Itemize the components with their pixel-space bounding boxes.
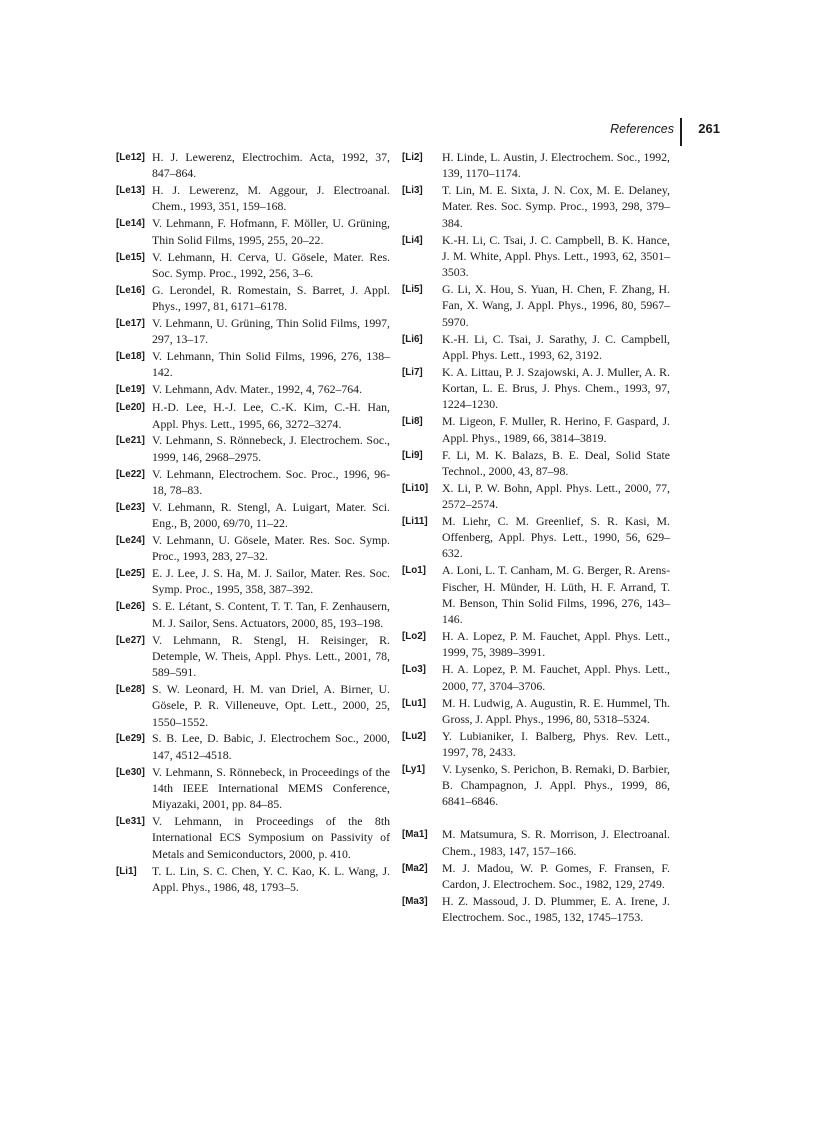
reference-text: K.-H. Li, C. Tsai, J. C. Campbell, B. K. Hance, J. M. White, Appl. Phys. Lett., 1993, 62, 3501–3503. xyxy=(442,232,670,280)
reference-text: V. Lehmann, Adv. Mater., 1992, 4, 762–764. xyxy=(152,382,363,397)
header-rule xyxy=(680,118,682,146)
reference-entry xyxy=(402,893,670,926)
reference-key: [Ma3] xyxy=(402,895,428,907)
reference-key: [Le21] xyxy=(116,435,145,447)
reference-key: [Le22] xyxy=(116,468,145,480)
reference-key: [Li5] xyxy=(402,284,423,296)
reference-entry xyxy=(402,860,670,893)
reference-text: T. L. Lin, S. C. Chen, Y. C. Kao, K. L. Wang, J. Appl. Phys., 1986, 48, 1793–5. xyxy=(152,863,390,894)
reference-entry xyxy=(116,764,390,813)
reference-text: M. J. Madou, W. P. Gomes, F. Fransen, F. Cardon, J. Electrochem. Soc., 1982, 129, 2749. xyxy=(442,860,670,891)
reference-key: [Lo1] xyxy=(402,565,426,577)
reference-text: V. Lysenko, S. Perichon, B. Remaki, D. Barbier, B. Champagnon, J. Appl. Phys., 1999, 86, 6841–6846. xyxy=(442,761,670,809)
reference-text: V. Lehmann, Electrochem. Soc. Proc., 1996, 96-18, 78–83. xyxy=(152,466,390,497)
reference-entry xyxy=(116,249,390,282)
reference-text: V. Lehmann, U. Grüning, Thin Solid Films, 1997, 297, 13–17. xyxy=(152,315,390,347)
reference-key: [Le23] xyxy=(116,501,145,513)
reference-key: [Le13] xyxy=(116,185,145,197)
reference-entry xyxy=(402,331,670,364)
reference-key: [Li7] xyxy=(402,366,423,378)
reference-entry xyxy=(402,149,670,182)
reference-key: [Le28] xyxy=(116,684,145,695)
reference-entry xyxy=(116,466,390,499)
reference-entry xyxy=(402,480,670,513)
reference-key: [Le17] xyxy=(116,317,145,329)
reference-text: V. Lehmann, U. Gösele, Mater. Res. Soc. Symp. Proc., 1993, 283, 27–32. xyxy=(152,532,390,564)
reference-text: V. Lehmann, Thin Solid Films, 1996, 276, 138–142. xyxy=(152,349,390,380)
reference-text: V. Lehmann, S. Rönnebeck, J. Electrochem. Soc., 1999, 146, 2968–2975. xyxy=(152,433,390,464)
reference-key: [Le15] xyxy=(116,251,145,263)
reference-entry xyxy=(402,447,670,480)
reference-entry xyxy=(116,399,390,432)
reference-entry xyxy=(402,364,670,413)
reference-entry xyxy=(402,413,670,446)
reference-text: M. Matsumura, S. R. Morrison, J. Electroanal. Chem., 1983, 147, 157–166. xyxy=(442,827,670,858)
page-header xyxy=(560,118,720,148)
reference-text: T. Lin, M. E. Sixta, J. N. Cox, M. E. Delaney, Mater. Res. Soc. Symp. Proc., 1993, 298, 379–384. xyxy=(442,183,670,230)
reference-entry xyxy=(116,681,390,730)
reference-key: [Le14] xyxy=(116,218,145,230)
reference-entry xyxy=(116,863,390,896)
reference-key: [Le29] xyxy=(116,733,145,745)
reference-key: [Lo2] xyxy=(402,631,426,643)
reference-text: H. A. Lopez, P. M. Fauchet, Appl. Phys. Lett., 2000, 77, 3704–3706. xyxy=(442,662,670,693)
reference-text: E. J. Lee, J. S. Ha, M. J. Sailor, Mater. Res. Soc. Symp. Proc., 1995, 358, 387–392. xyxy=(152,566,390,597)
reference-text: A. Loni, L. T. Canham, M. G. Berger, R. Arens-Fischer, H. Münder, H. Lüth, H. F. Arrand, T. M. Benson, Thin Solid Films, 1996, 276, 143–146. xyxy=(442,563,670,627)
reference-text: S. E. Létant, S. Content, T. T. Tan, F. Zenhausern, M. J. Sailor, Sens. Actuators, 2000, 85, 193–198. xyxy=(152,599,390,630)
reference-key: [Le20] xyxy=(116,402,145,414)
reference-text: V. Lehmann, R. Stengl, A. Luigart, Mater. Sci. Eng., B, 2000, 69/70, 11–22. xyxy=(152,499,390,531)
reference-key: [Le31] xyxy=(116,816,145,828)
reference-entry xyxy=(116,381,390,398)
reference-text: G. Li, X. Hou, S. Yuan, H. Chen, F. Zhang, H. Fan, X. Wang, J. Appl. Phys., 1996, 80, 5967–5970. xyxy=(442,282,670,329)
reference-key: [Ly1] xyxy=(402,763,426,775)
reference-text: V. Lehmann, R. Stengl, H. Reisinger, R. Detemple, W. Theis, Appl. Phys. Lett., 2001, 78, 589–591. xyxy=(152,632,390,680)
reference-entry xyxy=(402,562,670,627)
reference-entry xyxy=(402,761,670,810)
reference-entry xyxy=(116,598,390,631)
reference-entry xyxy=(402,232,670,281)
reference-entry xyxy=(116,499,390,532)
reference-entry xyxy=(116,632,390,681)
reference-entry xyxy=(116,565,390,598)
reference-text: V. Lehmann, F. Hofmann, F. Möller, U. Grüning, Thin Solid Films, 1995, 255, 20–22. xyxy=(152,216,390,247)
section-gap xyxy=(402,810,670,826)
reference-entry xyxy=(402,628,670,661)
reference-entry xyxy=(116,813,390,862)
reference-key: [Le19] xyxy=(116,384,145,396)
reference-key: [Le18] xyxy=(116,351,145,363)
reference-entry xyxy=(116,182,390,215)
reference-entry xyxy=(402,182,670,231)
reference-text: Y. Lubianiker, I. Balberg, Phys. Rev. Lett., 1997, 78, 2433. xyxy=(442,728,670,759)
reference-key: [Le26] xyxy=(116,601,145,613)
reference-text: G. Lerondel, R. Romestain, S. Barret, J. Appl. Phys., 1997, 81, 6171–6178. xyxy=(152,282,390,314)
reference-entry xyxy=(402,281,670,330)
reference-text: S. B. Lee, D. Babic, J. Electrochem Soc., 2000, 147, 4512–4518. xyxy=(152,731,390,762)
reference-entry xyxy=(116,149,390,182)
reference-key: [Li11] xyxy=(402,515,428,527)
reference-key: [Lo3] xyxy=(402,664,426,676)
reference-entry xyxy=(402,728,670,761)
reference-text: S. W. Leonard, H. M. van Driel, A. Birner, U. Gösele, P. R. Villeneuve, Opt. Lett., 2000, 25, 1550–1552. xyxy=(152,682,390,729)
reference-key: [Le24] xyxy=(116,534,145,546)
reference-entry xyxy=(116,730,390,763)
reference-key: [Li3] xyxy=(402,185,423,197)
reference-key: [Li10] xyxy=(402,482,429,494)
reference-key: [Lu2] xyxy=(402,730,426,742)
reference-text: M. Liehr, C. M. Greenlief, S. R. Kasi, M. Offenberg, Appl. Phys. Lett., 1990, 56, 629–632. xyxy=(442,513,670,561)
reference-key: [Li2] xyxy=(402,152,423,163)
reference-text: H.-D. Lee, H.-J. Lee, C.-K. Kim, C.-H. Han, Appl. Phys. Lett., 1995, 66, 3272–3274. xyxy=(152,400,390,431)
reference-text: X. Li, P. W. Bohn, Appl. Phys. Lett., 2000, 77, 2572–2574. xyxy=(442,480,670,511)
reference-entry xyxy=(116,348,390,381)
reference-text: H. Linde, L. Austin, J. Electrochem. Soc., 1992, 139, 1170–1174. xyxy=(442,150,670,181)
reference-entry xyxy=(402,826,670,859)
page-number: 261 xyxy=(698,121,720,136)
reference-entry xyxy=(402,661,670,694)
reference-text: F. Li, M. K. Balazs, B. E. Deal, Solid State Technol., 2000, 43, 87–98. xyxy=(442,447,670,478)
reference-entry xyxy=(116,432,390,465)
reference-key: [Lu1] xyxy=(402,697,426,709)
reference-text: H. J. Lewerenz, Electrochim. Acta, 1992, 37, 847–864. xyxy=(152,150,390,181)
reference-text: H. A. Lopez, P. M. Fauchet, Appl. Phys. Lett., 1999, 75, 3989–3991. xyxy=(442,629,670,660)
reference-entry xyxy=(116,215,390,248)
left-reference-column xyxy=(116,149,390,896)
reference-key: [Li9] xyxy=(402,449,423,461)
reference-entry xyxy=(402,513,670,562)
reference-entry xyxy=(116,315,390,348)
reference-entry xyxy=(116,532,390,565)
reference-text: V. Lehmann, in Proceedings of the 8th International ECS Symposium on Passivity of Metals and Semiconductors, 2000, p. 410. xyxy=(152,814,390,861)
reference-text: V. Lehmann, S. Rönnebeck, in Proceedings of the 14th IEEE International MEMS Conference, Miyazaki, 2001, pp. 84–85. xyxy=(152,764,390,812)
reference-key: [Li8] xyxy=(402,416,423,428)
reference-entry xyxy=(402,695,670,728)
running-title: References xyxy=(610,122,674,136)
reference-key: [Li1] xyxy=(116,865,137,877)
right-reference-column xyxy=(402,149,670,926)
reference-key: [Le27] xyxy=(116,634,145,646)
reference-text: K.-H. Li, C. Tsai, J. Sarathy, J. C. Campbell, Appl. Phys. Lett., 1993, 62, 3192. xyxy=(442,331,670,362)
reference-text: M. H. Ludwig, A. Augustin, R. E. Hummel, Th. Gross, J. Appl. Phys., 1996, 80, 5318–5324. xyxy=(442,695,670,726)
reference-key: [Le16] xyxy=(116,284,145,296)
reference-text: H. J. Lewerenz, M. Aggour, J. Electroanal. Chem., 1993, 351, 159–168. xyxy=(152,183,390,214)
reference-text: H. Z. Massoud, J. D. Plummer, E. A. Irene, J. Electrochem. Soc., 1985, 132, 1745–1753. xyxy=(442,893,670,925)
reference-entry xyxy=(116,282,390,315)
reference-text: V. Lehmann, H. Cerva, U. Gösele, Mater. Res. Soc. Symp. Proc., 1992, 256, 3–6. xyxy=(152,249,390,280)
reference-key: [Le12] xyxy=(116,152,145,163)
reference-key: [Ma2] xyxy=(402,862,428,874)
reference-text: K. A. Littau, P. J. Szajowski, A. J. Muller, A. R. Kortan, L. E. Brus, J. Phys. Chem., 1993, 97, 1224–1230. xyxy=(442,364,670,412)
reference-key: [Ma1] xyxy=(402,829,428,841)
reference-key: [Li6] xyxy=(402,333,423,345)
reference-text: M. Ligeon, F. Muller, R. Herino, F. Gaspard, J. Appl. Phys., 1989, 66, 3814–3819. xyxy=(442,414,670,445)
reference-key: [Le25] xyxy=(116,568,145,580)
reference-key: [Li4] xyxy=(402,234,423,246)
reference-key: [Le30] xyxy=(116,766,145,778)
